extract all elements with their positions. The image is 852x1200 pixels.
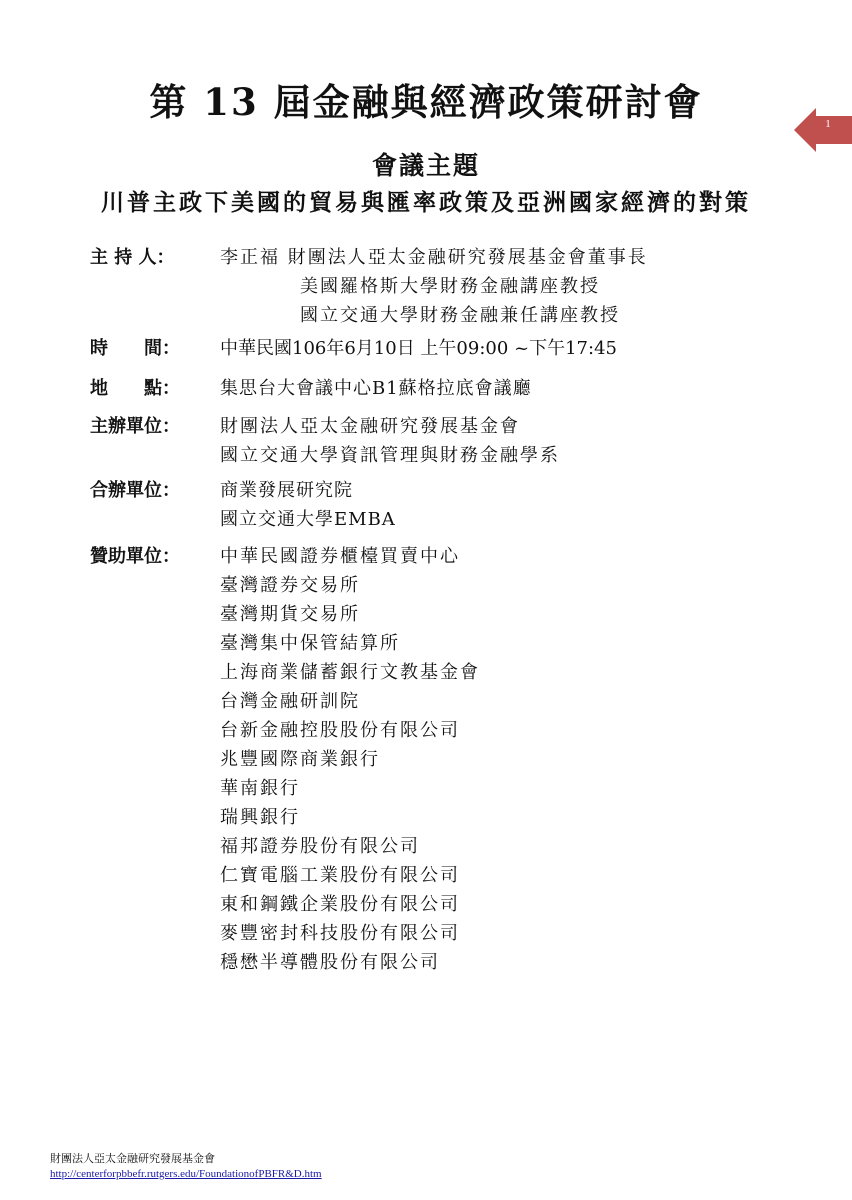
co-organizer-line: 商業發展研究院 xyxy=(220,480,353,501)
sponsor-item: 東和鋼鐵企業股份有限公司 xyxy=(220,894,460,915)
sponsor-item: 臺灣集中保管結算所 xyxy=(220,633,400,654)
sponsor-item: 台新金融控股股份有限公司 xyxy=(220,720,460,741)
organizer-line: 財團法人亞太金融研究發展基金會 xyxy=(220,416,520,437)
sponsor-item: 臺灣證券交易所 xyxy=(220,575,360,596)
host-line: 李正福 財團法人亞太金融研究發展基金會董事長 xyxy=(220,247,648,268)
sponsor-item: 台灣金融研訓院 xyxy=(220,691,360,712)
sponsor-item: 福邦證券股份有限公司 xyxy=(220,836,420,857)
host-line: 美國羅格斯大學財務金融講座教授 xyxy=(300,276,600,297)
sponsor-item: 中華民國證券櫃檯買賣中心 xyxy=(220,546,460,567)
conference-theme: 川普主政下美國的貿易與匯率政策及亞洲國家經濟的對策 xyxy=(101,189,751,216)
co-organizer-line: 國立交通大學EMBA xyxy=(220,509,396,530)
page-number: 1 xyxy=(825,118,831,130)
sponsor-item: 臺灣期貨交易所 xyxy=(220,604,360,625)
time-value: 中華民國106年6月10日 上午09:00 ~下午17:45 xyxy=(220,338,617,359)
subtitle: 會議主題 xyxy=(371,151,480,180)
footer-link[interactable]: http://centerforpbbefr.rutgers.edu/FoundationofPBFR&D.htm xyxy=(50,1168,322,1180)
sponsor-item: 兆豐國際商業銀行 xyxy=(220,749,380,770)
sponsor-item: 麥豐密封科技股份有限公司 xyxy=(220,923,460,944)
sponsor-item: 仁寶電腦工業股份有限公司 xyxy=(220,865,460,886)
place-value: 集思台大會議中心B1蘇格拉底會議廳 xyxy=(220,378,532,399)
organizer-label: 主辦單位： xyxy=(90,416,180,437)
sponsors-label: 贊助單位： xyxy=(90,546,180,567)
footer-org: 財團法人亞太金融研究發展基金會 xyxy=(50,1153,215,1165)
place-label: 地 點： xyxy=(90,378,180,399)
co-organizer-label: 合辦單位： xyxy=(90,480,180,501)
page-footer xyxy=(50,1152,322,1182)
host-label: 主 持 人： xyxy=(90,247,175,268)
sponsor-item: 穩懋半導體股份有限公司 xyxy=(220,952,440,973)
sponsor-item: 瑞興銀行 xyxy=(220,807,300,828)
sponsor-item: 華南銀行 xyxy=(220,778,300,799)
organizer-line: 國立交通大學資訊管理與財務金融學系 xyxy=(220,445,560,466)
page-title: 第 13 屆金融與經濟政策研討會 xyxy=(149,80,703,124)
sponsor-item: 上海商業儲蓄銀行文教基金會 xyxy=(220,662,480,683)
host-line: 國立交通大學財務金融兼任講座教授 xyxy=(300,305,620,326)
time-label: 時 間： xyxy=(90,338,180,359)
